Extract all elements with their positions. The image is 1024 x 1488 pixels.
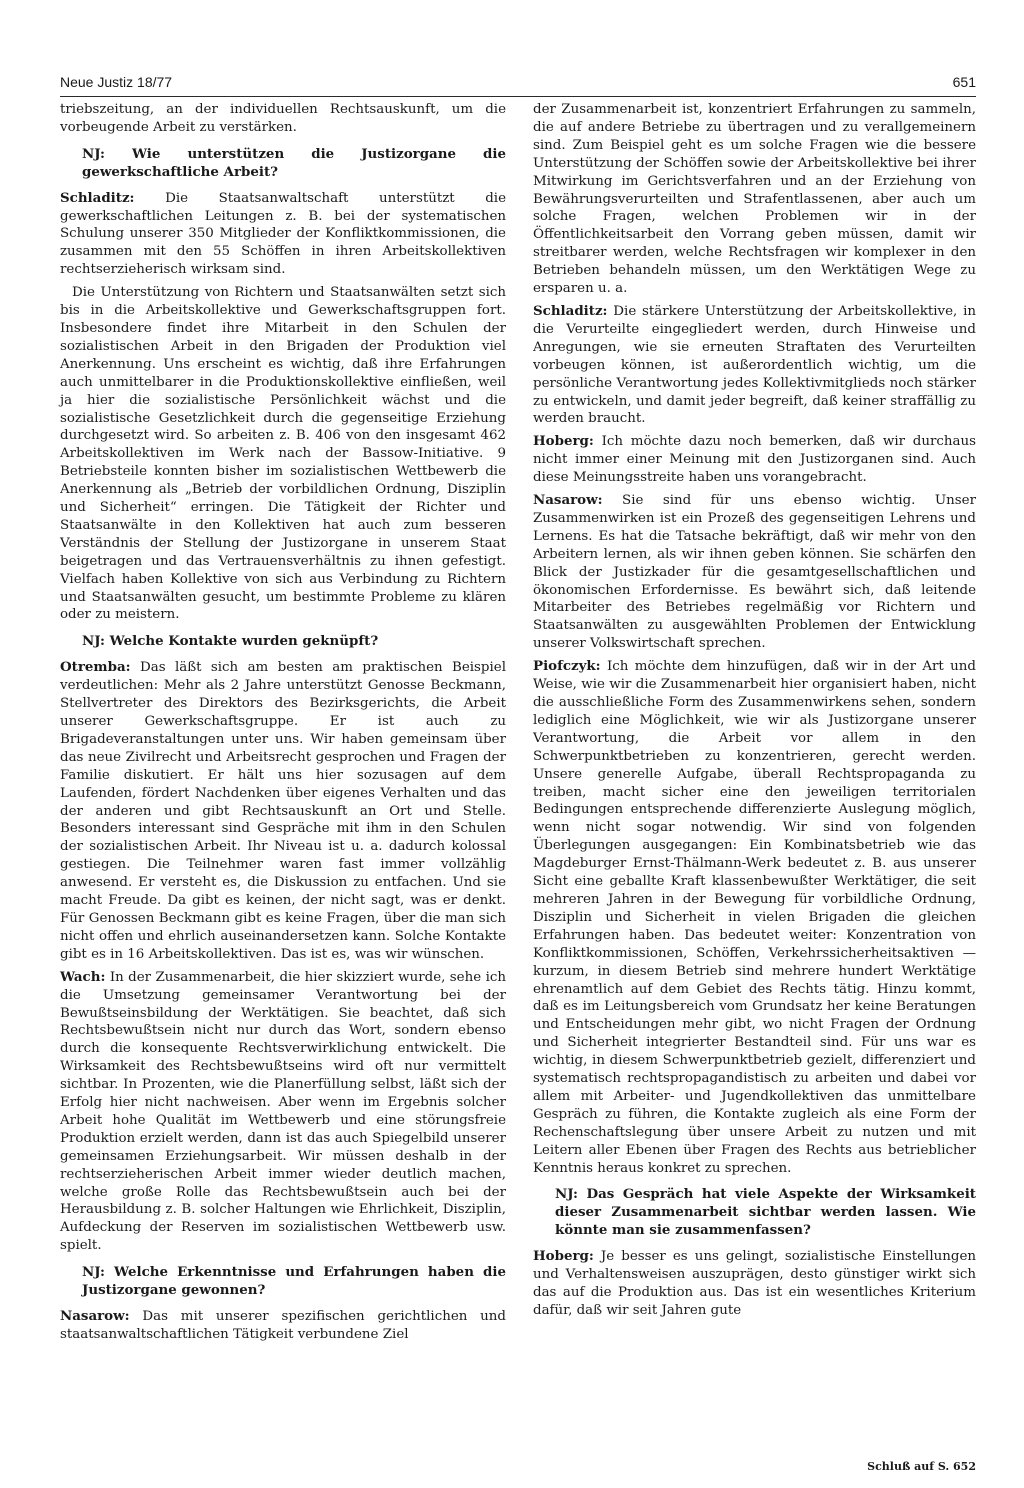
paragraph-text: Je besser es uns gelingt, sozialistische Einstellungen und Verhaltensweisen auszuprägen, desto günstiger wirkt sich das auf die Produktion aus. Das ist ein wesentliches Kriterium dafür, daß wir seit Jahren gute bbox=[533, 1249, 976, 1318]
paragraph bbox=[60, 659, 506, 963]
paragraph-text: Sie sind für uns ebenso wichtig. Unser Zusammenwirken ist ein Prozeß des gegenseitigen Lehrens und Lernens. Es hat die Tatsache bekräftigt, daß wir mehr von den Arbeitern lernen, als wir ihnen geben können. Sie schärfen den Blick der Justizkader für die gesamtgesellschaftlichen und ökonomischen Erfordernisse. Es bewährt sich, daß leitende Mitarbeiter des Betriebes regelmäßig vor Richtern und Staatsanwälten zu ausgewählten Problemen der Entwicklung unserer Volkswirtschaft sprechen. bbox=[533, 493, 976, 652]
paragraph bbox=[533, 1248, 976, 1320]
interview-question: NJ: Welche Erkenntnisse und Erfahrungen haben die Justizorgane gewonnen? bbox=[82, 1264, 506, 1299]
speaker-name: Nasarow: bbox=[60, 1308, 130, 1324]
journal-title: Neue Justiz 18/77 bbox=[60, 74, 173, 90]
paragraph bbox=[533, 658, 976, 1177]
paragraph-text: Das mit unserer spezifischen gerichtlichen und staatsanwaltschaftlichen Tätigkeit verbundene Ziel bbox=[60, 1309, 506, 1342]
speaker-name: Schladitz: bbox=[60, 189, 135, 206]
paragraph-text: Die stärkere Unterstützung der Arbeitskollektive, in die Verurteilte eingegliedert werden, durch Hinweise und Anregungen, wie sie erneuten Straftaten des Verurteilten vorbeugen können, ist außerordentlich wichtig, um die persönliche Verantwortung jedes Kollektivmitglieds noch stärker zu entwickeln, und damit jeder begreift, daß keiner straffällig zu werden braucht. bbox=[533, 303, 976, 427]
running-header bbox=[60, 74, 976, 97]
paragraph: Die Unterstützung von Richtern und Staatsanwälten setzt sich bis in die Arbeitskollektive und Gewerkschaftsgruppen fort. Insbesondere findet ihre Mitarbeit in den Schulen der sozialistischen Arbeit in den Brigaden der Produktion viel Anerkennung. Uns erscheint es wichtig, daß ihre Erfahrungen auch unmittelbarer in die Produktionskollektive einfließen, weil ja hier die sozialistische Persönlichkeit wächst und die sozialistische Gesetzlichkeit durch die gegenseitige Erziehung durchgesetzt wird. So arbeiten z. B. 406 von den insgesamt 462 Arbeitskollektiven im Werk nach der Bassow-Initiative. 9 Betriebsteile konnten bisher im sozialistischen Wettbewerb die Anerkennung als „Betrieb der vorbildlichen Ordnung, Disziplin und Sicherheit“ erringen. Die Tätigkeit der Richter und Staatsanwälte in den Kollektiven hat auch zum besseren Verständnis der Stellung der Justizorgane in unserem Staat beigetragen und das Vertrauensverhältnis zu ihnen gefestigt. Vielfach haben Kollektive von sich aus Verbindung zu Richtern und Staatsanwälten gesucht, um bestimmte Probleme zu klären oder zu meistern. bbox=[60, 285, 506, 623]
right-column bbox=[533, 101, 976, 1325]
page-number: 651 bbox=[952, 74, 976, 90]
paragraph bbox=[60, 1308, 506, 1344]
paragraph: der Zusammenarbeit ist, konzentriert Erfahrungen zu sammeln, die auf andere Betriebe zu übertragen und zu verallgemeinern sind. Zum Beispiel geht es um solche Fragen wie die bessere Unterstützung der Schöffen sowie der Arbeitskollektive bei ihrer Mitwirkung im Gerichtsverfahren und an der Erziehung von Bewährungsverurteilten und Strafentlassenen, aber auch um solche Fragen, welchen Problemen wir in der Öffentlichkeitsarbeit den Vorrang geben müssen, damit wir streitbarer werden, welche Rechtsfragen wir komplexer in den Betrieben behandeln müssen, um den Werktätigen Wege zu ersparen u. a. bbox=[533, 102, 976, 297]
paragraph-text: Die Staatsanwaltschaft unterstützt die gewerkschaftlichen Leitungen z. B. bei der systematischen Schulung unserer 350 Mitglieder der Konfliktkommissionen, die zusammen mit den 55 Schöffen in ihren Arbeitskollektiven rechtserzieherisch wirksam sind. bbox=[60, 190, 506, 278]
speaker-name: Hoberg: bbox=[533, 433, 594, 450]
interview-question: NJ: Das Gespräch hat viele Aspekte der Wirksamkeit dieser Zusammenarbeit sichtbar werden lassen. Wie könnte man sie zusammenfassen? bbox=[555, 1186, 976, 1239]
speaker-name: Wach: bbox=[60, 968, 106, 985]
paragraph bbox=[60, 190, 506, 280]
paragraph: triebszeitung, an der individuellen Rechtsauskunft, um die vorbeugende Arbeit zu verstärken. bbox=[60, 102, 506, 135]
speaker-name: Otremba: bbox=[60, 659, 131, 676]
continuation-note: Schluß auf S. 652 bbox=[867, 1460, 976, 1473]
paragraph-text: In der Zusammenarbeit, die hier skizziert wurde, sehe ich die Umsetzung gemeinsamer Verantwortung bei der Bewußtseinsbildung der Werktätigen. Sie beachtet, daß sich Rechtsbewußtsein nicht nur durch das Wort, sondern ebenso durch die konsequente Rechtsverwirklichung entwickelt. Die Wirksamkeit des Rechtsbewußtseins wird oft nur vermittelt sichtbar. In Prozenten, wie die Planerfüllung selbst, läßt sich der Erfolg hier nicht nachweisen. Aber wenn im Ergebnis solcher Arbeit hohe Qualität im Wettbewerb und eine störungsfreie Produktion erzielt werden, dann ist das auch Spiegelbild unserer gemeinsamen Erziehungsarbeit. Wir müssen deshalb in der rechtserzieherischen Arbeit immer wieder deutlich machen, welche große Rolle das Rechtsbewußtsein auch bei der Herausbildung z. B. solcher Haltungen wie Ehrlichkeit, Disziplin, Aufdeckung der Reserven im sozialistischen Wettbewerb usw. spielt. bbox=[60, 969, 506, 1254]
speaker-name: Piofczyk: bbox=[533, 658, 601, 675]
left-column bbox=[60, 101, 506, 1349]
interview-question: NJ: Welche Kontakte wurden geknüpft? bbox=[82, 633, 379, 650]
paragraph bbox=[533, 492, 976, 653]
speaker-name: Hoberg: bbox=[533, 1248, 594, 1265]
speaker-name: Schladitz: bbox=[533, 302, 608, 319]
speaker-name: Nasarow: bbox=[533, 492, 603, 509]
paragraph-text: Das läßt sich am besten am praktischen Beispiel verdeutlichen: Mehr als 2 Jahre unterstützt Genosse Beckmann, Stellvertreter des Direktors des Bezirksgerichts, die Arbeit unserer Gewerkschaftsgruppe. Er ist auch zu Brigadeveranstaltungen unter uns. Wir haben gemeinsam über das neue Zivilrecht und Arbeitsrecht gesprochen und Fragen der Familie diskutiert. Er hält uns hier sozusagen auf dem Laufenden, fördert Nachdenken über eigenes Verhalten und das der anderen und gibt Rechtsauskunft an Ort und Stelle. Besonders interessant sind Gespräche mit ihm in den Schulen der sozialistischen Arbeit. Ihr Niveau ist u. a. dadurch kolossal gestiegen. Die Teilnehmer waren fast immer vollzählig anwesend. Er versteht es, die Diskussion zu entfachen. Und sie macht Freude. Da gibt es keinen, der nicht sagt, was er denkt. Für Genossen Beckmann gibt es keine Fragen, über die man sich nicht offen und ehrlich auseinandersetzen kann. Solche Kontakte gibt es in 16 Arbeitskollektiven. Das ist es, was wir wünschen. bbox=[60, 660, 506, 962]
paragraph bbox=[533, 303, 976, 428]
paragraph-text: Ich möchte dazu noch bemerken, daß wir durchaus nicht immer einer Meinung mit den Justizorganen sind. Auch diese Meinungsstreite haben uns vorangebracht. bbox=[533, 434, 976, 486]
interview-question: NJ: Wie unterstützen die Justizorgane die gewerkschaftliche Arbeit? bbox=[82, 145, 506, 180]
paragraph bbox=[60, 969, 506, 1256]
paragraph-text: Ich möchte dem hinzufügen, daß wir in der Art und Weise, wie wir die Zusammenarbeit hier organisiert haben, nicht die ausschließliche Form des Zusammenwirkens sehen, sondern lediglich eine Möglichkeit, wie wir als Justizorgane unserer Verantwortung, die Arbeit vor allem in den Schwerpunktbetrieben zu konzentrieren, gerecht werden. Unsere generelle Aufgabe, überall Rechtspropaganda zu treiben, macht sicher eine den jeweiligen territorialen Bedingungen entsprechende differenzierte Auslegung möglich, wenn nicht sogar notwendig. Wir sind von folgenden Überlegungen ausgegangen: Ein Kombinatsbetrieb wie das Magdeburger Ernst-Thälmann-Werk bedeutet z. B. aus unserer Sicht eine geballte Kraft klassenbewußter Werktätiger, die seit mehreren Jahren in der Bewegung für vorbildliche Ordnung, Disziplin und Sicherheit in vielen Brigaden die gleichen Erfahrungen haben. Das bedeutet weiter: Konzentration von Konfliktkommissionen, Schöffen, Verkehrssicherheitsaktiven — kurzum, in diesem Betrieb sind mehrere hundert Werktätige ehrenamtlich auf dem Gebiet des Rechts tätig. Hinzu kommt, daß es im Leitungsbereich vom Grundsatz her keine Beratungen und Entscheidungen mehr gibt, wo nicht Fragen der Ordnung und Sicherheit integrierter Bestandteil sind. Für uns war es wichtig, in diesem Schwerpunktbetrieb gezielt, differenziert und systematisch rechtspropagandistisch zu arbeiten und dabei vor allem mit Arbeiter- und Jugendkollektiven das unmittelbare Gespräch zu führen, die Kontakte zugleich als eine Form der Rechenschaftslegung über unsere Arbeit zu nutzen und mit Leitern aller Ebenen über Fragen des Rechts aus betrieblicher Kenntnis heraus konkret zu sprechen. bbox=[533, 659, 976, 1176]
paragraph bbox=[533, 433, 976, 487]
